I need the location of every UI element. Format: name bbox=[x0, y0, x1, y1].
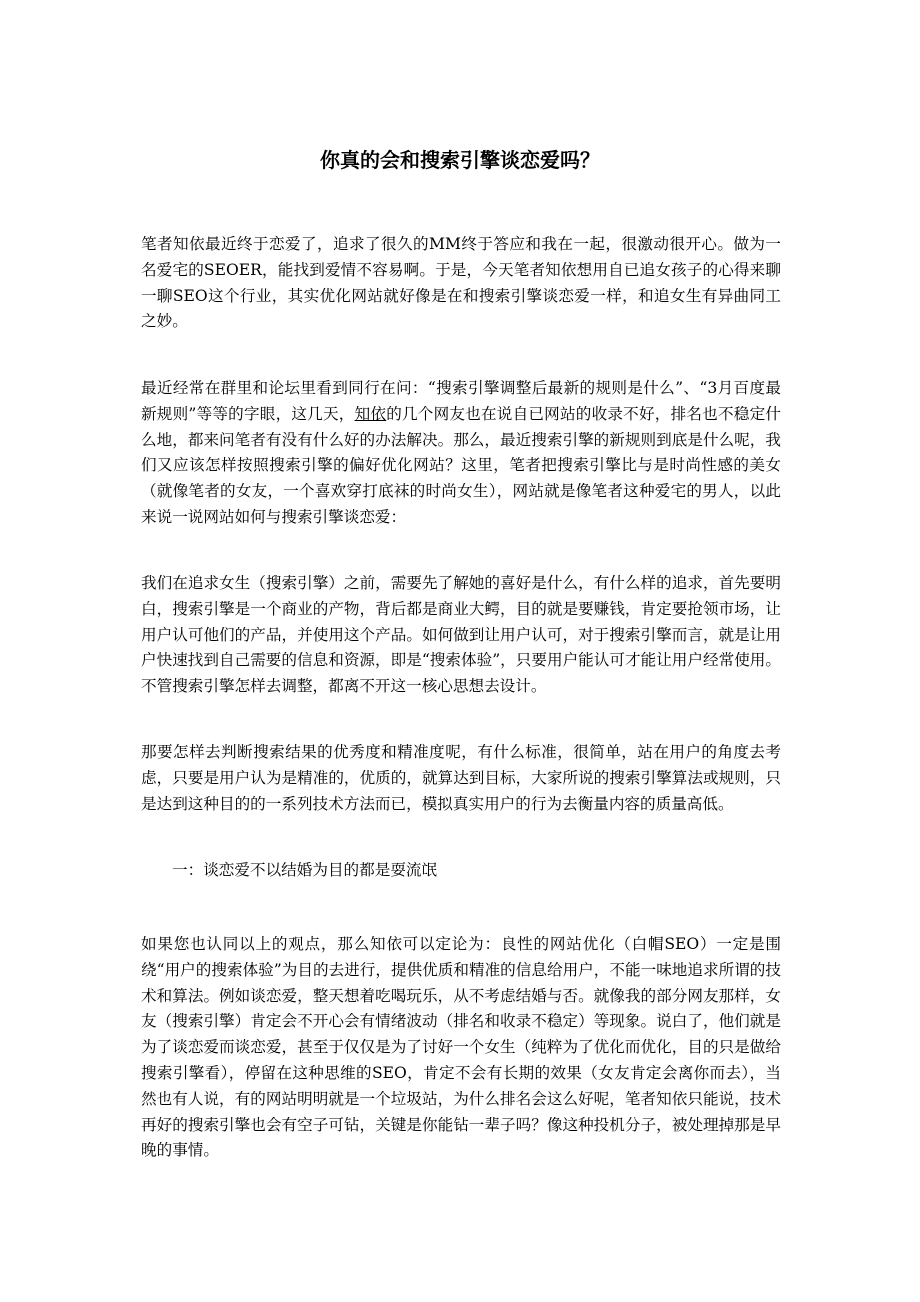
paragraph-rules-question bbox=[141, 376, 781, 531]
paragraph-white-hat-seo: 如果您也认同以上的观点，那么知依可以定论为：良性的网站优化（白帽SEO）一定是围绕“用户的搜索体验”为目的去进行，提供优质和精准的信息给用户，不能一味地追求所谓的技术和算法。例如谈恋爱，整天想着吃喝玩乐，从不考虑结婚与否。就像我的部分网友那样，女友（搜索引擎）肯定会不开心会有情绪波动（排名和收录不稳定）等现象。说白了，他们就是为了谈恋爱而谈恋爱，甚至于仅仅是为了讨好一个女生（纯粹为了优化而优化，目的只是做给搜索引擎看），停留在这种思维的SEO，肯定不会有长期的效果（女友肯定会离你而去），当然也有人说，有的网站明明就是一个垃圾站，为什么排名会这么好呢，笔者知依只能说，技术再好的搜索引擎也会有空子可钻，关键是你能钻一辈子吗？像这种投机分子，被处理掉那是早晚的事情。 bbox=[141, 935, 781, 1160]
article-title: 你真的会和搜索引擎谈恋爱吗？ bbox=[320, 148, 600, 172]
paragraph-text-before-link: 最近经常在群里和论坛里看到同行在问：“搜索引擎调整后最新的规则是什么”、“3月百度最新规则”等等的字眼，这几天， bbox=[141, 379, 781, 423]
section-heading: 一：谈恋爱不以结婚为目的都是耍流氓 bbox=[172, 861, 438, 879]
paragraph-text-after-link: 的几个网友也在说自已网站的收录不好，排名也不稳定什么地，都来问笔者有没有什么好的办法解决。那么，最近搜索引擎的新规则到底是什么呢，我们又应该怎样按照搜索引擎的偏好优化网站？这里，笔者把搜索引擎比与是时尚性感的美女（就像笔者的女友，一个喜欢穿打底袜的时尚女生），网站就是像笔者这种爱宅的男人，以此来说一说网站如何与搜索引擎谈恋爱： bbox=[141, 404, 781, 526]
zhiyi-link[interactable]: 知依 bbox=[354, 404, 387, 423]
paragraph-search-engine-preferences: 我们在追求女生（搜索引擎）之前，需要先了解她的喜好是什么，有什么样的追求，首先要明白，搜索引擎是一个商业的产物，背后都是商业大鳄，目的就是要赚钱，肯定要抢领市场，让用户认可他们的产品，并使用这个产品。如何做到让用户认可，对于搜索引擎而言，就是让用户快速找到自己需要的信息和资源，即是“搜索体验”，只要用户能认可才能让用户经常使用。不管搜索引擎怎样去调整，都离不开这一核心思想去设计。 bbox=[141, 574, 781, 696]
paragraph-intro: 笔者知依最近终于恋爱了，追求了很久的MM终于答应和我在一起，很激动很开心。做为一名爱宅的SEOER，能找到爱情不容易啊。于是，今天笔者知依想用自已追女孩子的心得来聊一聊SEO这个行业，其实优化网站就好像是在和搜索引擎谈恋爱一样，和追女生有异曲同工之妙。 bbox=[141, 235, 781, 331]
paragraph-quality-judgement: 那要怎样去判断搜索结果的优秀度和精准度呢，有什么标准，很简单，站在用户的角度去考虑，只要是用户认为是精准的，优质的，就算达到目标，大家所说的搜索引擎算法或规则，只是达到这种目的的一系列技术方法而已，模拟真实用户的行为去衡量内容的质量高低。 bbox=[141, 743, 781, 813]
